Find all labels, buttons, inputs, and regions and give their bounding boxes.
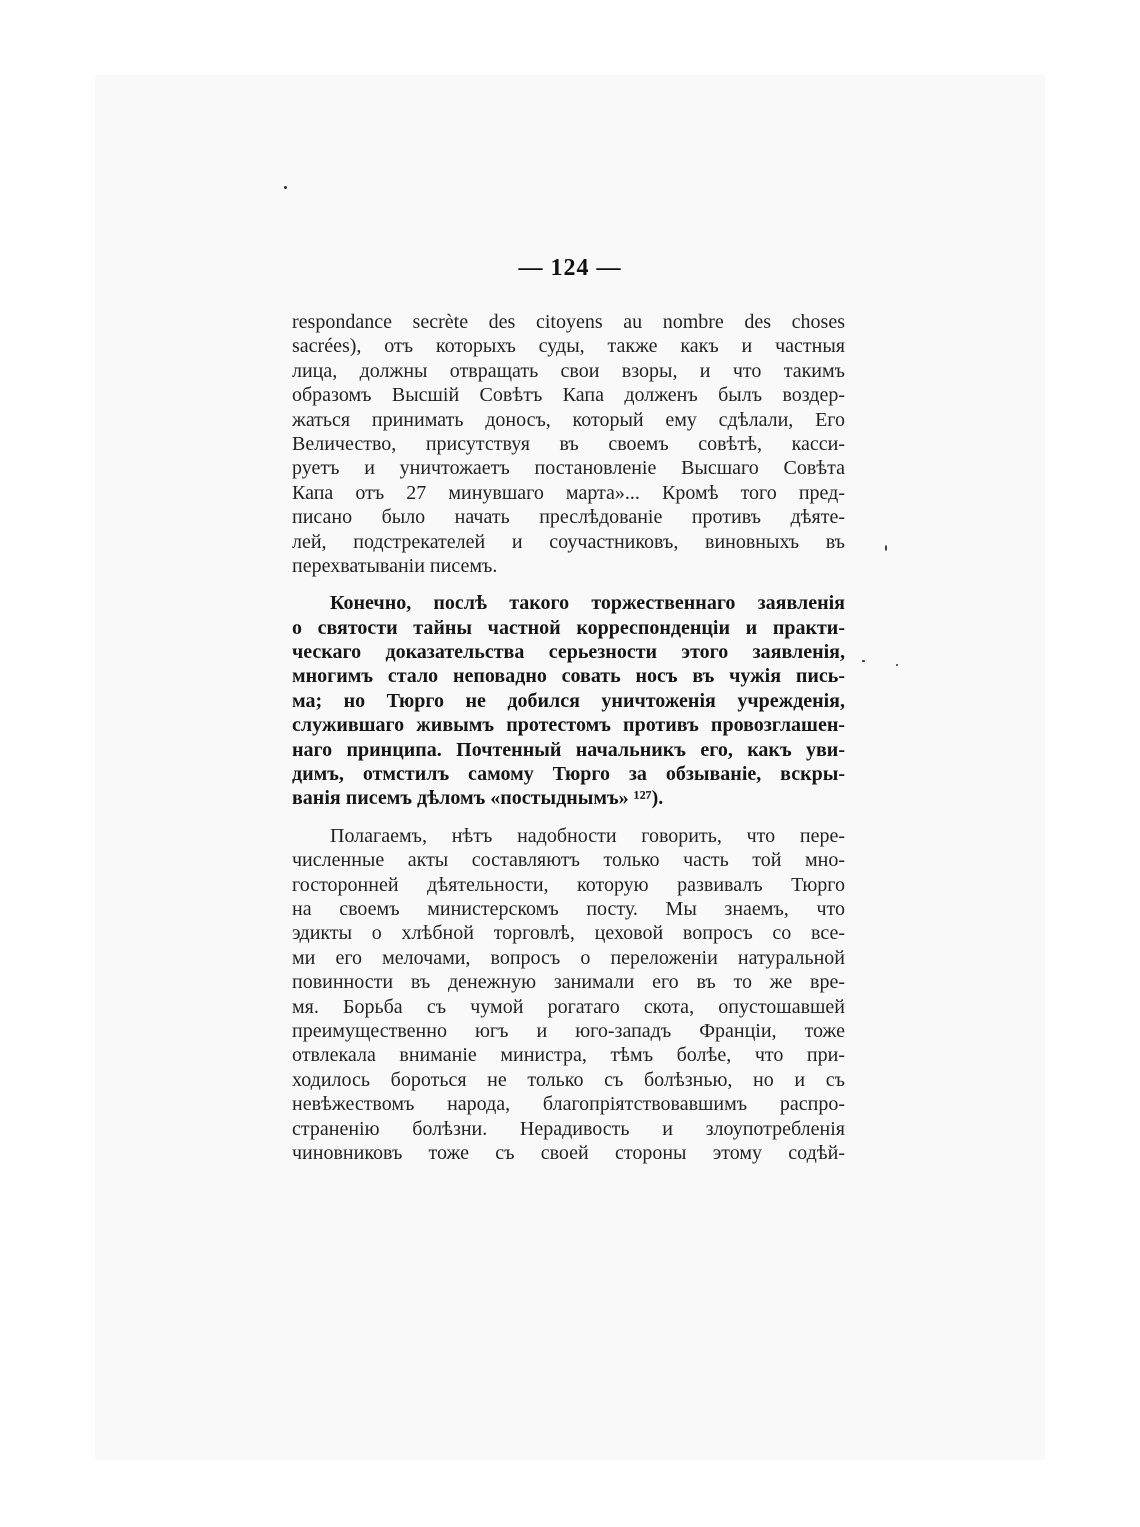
- text-line: ческаго доказательства серьезности этого заявленія,: [292, 641, 845, 664]
- scan-speck: [284, 186, 287, 189]
- text-line: повинности въ денежную занимали его въ то же вре-: [292, 971, 845, 994]
- text-line: жаться принимать доносъ, который ему сдѣлали, Его: [292, 408, 845, 431]
- text-line: Величество, присутствуя въ своемъ совѣтѣ, касси-: [292, 432, 845, 455]
- text-line: ходилось бороться не только съ болѣзнью, но и съ: [292, 1068, 845, 1091]
- text-line: эдикты о хлѣбной торговлѣ, цеховой вопросъ со все-: [292, 922, 845, 945]
- text-line: sacrées), отъ которыхъ суды, также какъ и частныя: [292, 335, 845, 358]
- text-line: Капа отъ 27 минувшаго марта»... Кромѣ того пред-: [292, 481, 845, 504]
- text-line: чиновниковъ тоже съ своей стороны этому содѣй-: [292, 1141, 845, 1164]
- text-line: ма; но Тюрго не добился уничтоженія учрежденія,: [292, 689, 845, 712]
- scan-speck: [885, 545, 887, 551]
- page-number: — 124 —: [518, 255, 622, 281]
- text-line: димъ, отмстилъ самому Тюрго за обзываніе, вскры-: [292, 763, 845, 786]
- paragraph-3: [292, 824, 845, 1165]
- text-line: многимъ стало неповадно совать носъ въ чужія пись-: [292, 665, 845, 688]
- text-line: страненію болѣзни. Нерадивость и злоупотребленія: [292, 1117, 845, 1140]
- body-text: [292, 310, 845, 1178]
- text-line: руетъ и уничтожаетъ постановленіе Высшаго Совѣта: [292, 457, 845, 480]
- text-line: численные акты составляютъ только часть той мно-: [292, 849, 845, 872]
- text-line: ми его мелочами, вопросъ о переложеніи натуральной: [292, 946, 845, 969]
- text-line: служившаго живымъ протестомъ противъ провозглашен-: [292, 714, 845, 737]
- text-line: Полагаемъ, нѣтъ надобности говорить, что пере-: [330, 824, 845, 847]
- text-line: невѣжествомъ народа, благопріятствовавшимъ распро-: [292, 1093, 845, 1116]
- paragraph-2: [292, 591, 845, 811]
- text-line: лица, должны отвращать свои взоры, и что такимъ: [292, 359, 845, 382]
- text-line: наго принципа. Почтенный начальникъ его, какъ уви-: [292, 738, 845, 761]
- text-line: о святости тайны частной корреспонденціи и практи-: [292, 616, 845, 639]
- text-line: писано было начать преслѣдованіе противъ дѣяте-: [292, 506, 845, 529]
- text-line: отвлекала вниманіе министра, тѣмъ болѣе, что при-: [292, 1044, 845, 1067]
- text-line: госторонней дѣятельности, которую развивалъ Тюрго: [292, 873, 845, 896]
- paragraph-1: [292, 310, 845, 578]
- text-line: respondance secrète des citoyens au nombre des choses: [292, 311, 845, 333]
- text-line: на своемъ министерскомъ посту. Мы знаемъ, что: [292, 897, 845, 920]
- text-line: образомъ Высшій Совѣтъ Капа долженъ былъ воздер-: [292, 384, 845, 407]
- scan-speck: [862, 660, 865, 662]
- text-line: мя. Борьба съ чумой рогатаго скота, опустошавшей: [292, 995, 845, 1018]
- text-line: лей, подстрекателей и соучастниковъ, виновныхъ въ: [292, 530, 845, 553]
- text-line: ванія писемъ дѣломъ «постыднымъ» ¹²⁷).: [292, 787, 664, 810]
- text-line: Конечно, послѣ такого торжественнаго заявленія: [330, 592, 845, 615]
- text-line: преимущественно югъ и юго-западъ Франціи, тоже: [292, 1019, 845, 1042]
- text-line: перехватываніи писемъ.: [292, 554, 498, 577]
- scan-speck: [896, 664, 898, 666]
